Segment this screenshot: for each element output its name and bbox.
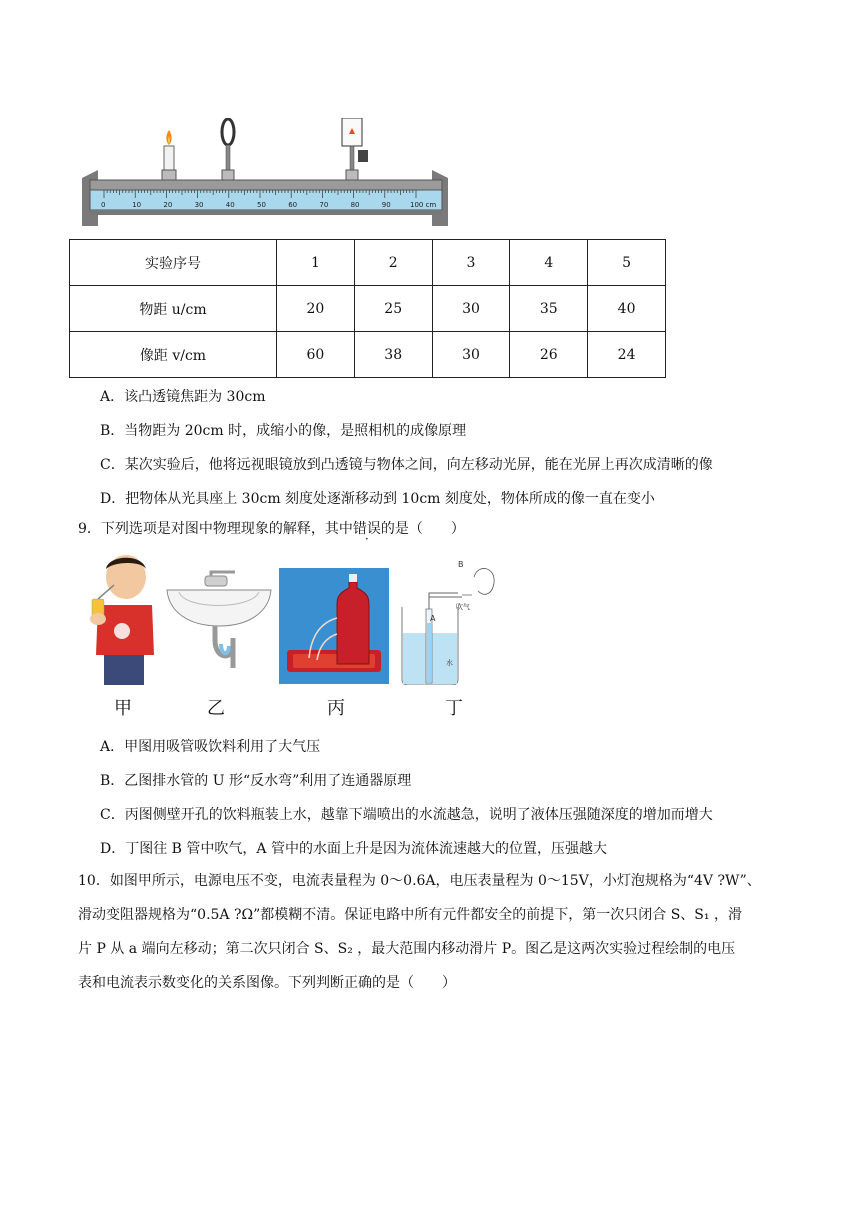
scale-label: 100 cm [410,201,437,209]
q9-stem: 9．下列选项是对图中物理现象的解释，其中错误的是（ ） [78,521,465,537]
table-cell: 38 [354,332,432,378]
scale-label: 90 [381,201,391,209]
table-cell: 1 [277,240,355,286]
q8-option-d: D．把物体从光具座上 30cm 刻度处逐渐移动到 10cm 刻度处，物体所成的像一直在变小 [100,491,655,507]
q9-emphasis: 错误 [352,521,381,537]
scale-label: 50 [257,201,266,209]
table-cell: 26 [510,332,588,378]
caption-bing: 丙 [327,698,345,719]
fig-ding-label-b: B [458,560,464,569]
q8-option-a: A．该凸透镜焦距为 30cm [100,389,266,405]
table-cell: 实验序号 [70,240,277,286]
table-cell: 35 [510,286,588,332]
caption-ding: 丁 [445,698,463,719]
q10-line-4: 表和电流表示数变化的关系图像。下列判断正确的是（ ） [78,975,456,991]
table-cell: 30 [432,332,510,378]
fig-ding-label-water: 水 [446,659,453,667]
q10-line-3: 片 P 从 a 端向左移动；第二次只闭合 S、S₂ ，最大范围内移动滑片 P。图乙是这两次实验过程绘制的电压 [78,941,736,957]
q9-option-b: B．乙图排水管的 U 形“反水弯”利用了连通器原理 [100,773,412,789]
q10-line-2: 滑动变阻器规格为“0.5A ?Ω”都模糊不清。保证电路中所有元件都安全的前提下，第一次只闭合 S、S₁ ，滑 [78,907,742,923]
table-cell: 像距 v/cm [70,332,277,378]
scale-label: 0 [101,201,106,209]
fig-ding-label-blow: 吹气 [456,603,470,611]
table-cell: 物距 u/cm [70,286,277,332]
fig-bing-bottle [279,568,389,684]
table-row [70,332,666,378]
scale-label: 70 [319,201,329,209]
scale-label: 60 [288,201,298,209]
table-cell: 4 [510,240,588,286]
table-cell: 3 [432,240,510,286]
table-cell: 24 [588,332,666,378]
q10-line-1: 10．如图甲所示，电源电压不变，电流表量程为 0～0.6A，电压表量程为 0～15V，小灯泡规格为“4V ?W”、 [78,873,761,889]
table-cell: 20 [277,286,355,332]
scale-label: 40 [225,201,235,209]
table-cell: 2 [354,240,432,286]
lens-icon [222,119,234,180]
fig-ding-label-a: A [430,614,436,623]
table-cell: 40 [588,286,666,332]
q9-option-a: A．甲图用吸管吸饮料利用了大气压 [100,739,321,755]
caption-yi: 乙 [207,698,225,719]
candle-icon [162,130,176,180]
optical-bench-figure [76,118,456,228]
scale-label: 80 [350,201,360,209]
table-cell: 5 [588,240,666,286]
q9-option-c: C．丙图侧壁开孔的饮料瓶装上水，越靠下端喷出的水流越急，说明了液体压强随深度的增加而增大 [100,807,713,823]
scale-label: 20 [163,201,173,209]
fig-jia-boy-drinking [84,555,156,685]
table-row [70,240,666,286]
q8-option-c: C．某次实验后，他将远视眼镜放到凸透镜与物体之间，向左移动光屏，能在光屏上再次成清晰的像 [100,457,713,473]
fig-ding-tubes [396,557,504,685]
q8-option-b: B．当物距为 20cm 时，成缩小的像，是照相机的成像原理 [100,423,467,439]
caption-jia: 甲 [114,698,132,719]
data-table [69,239,666,378]
scale-label: 30 [194,201,204,209]
q9-option-d: D．丁图往 B 管中吹气，A 管中的水面上升是因为流体流速越大的位置，压强越大 [100,841,607,857]
table-cell: 30 [432,286,510,332]
screen-icon [342,118,368,180]
fig-yi-sink [165,570,273,670]
table-row [70,286,666,332]
scale-label: 10 [132,201,142,209]
table-cell: 60 [277,332,355,378]
table-cell: 25 [354,286,432,332]
